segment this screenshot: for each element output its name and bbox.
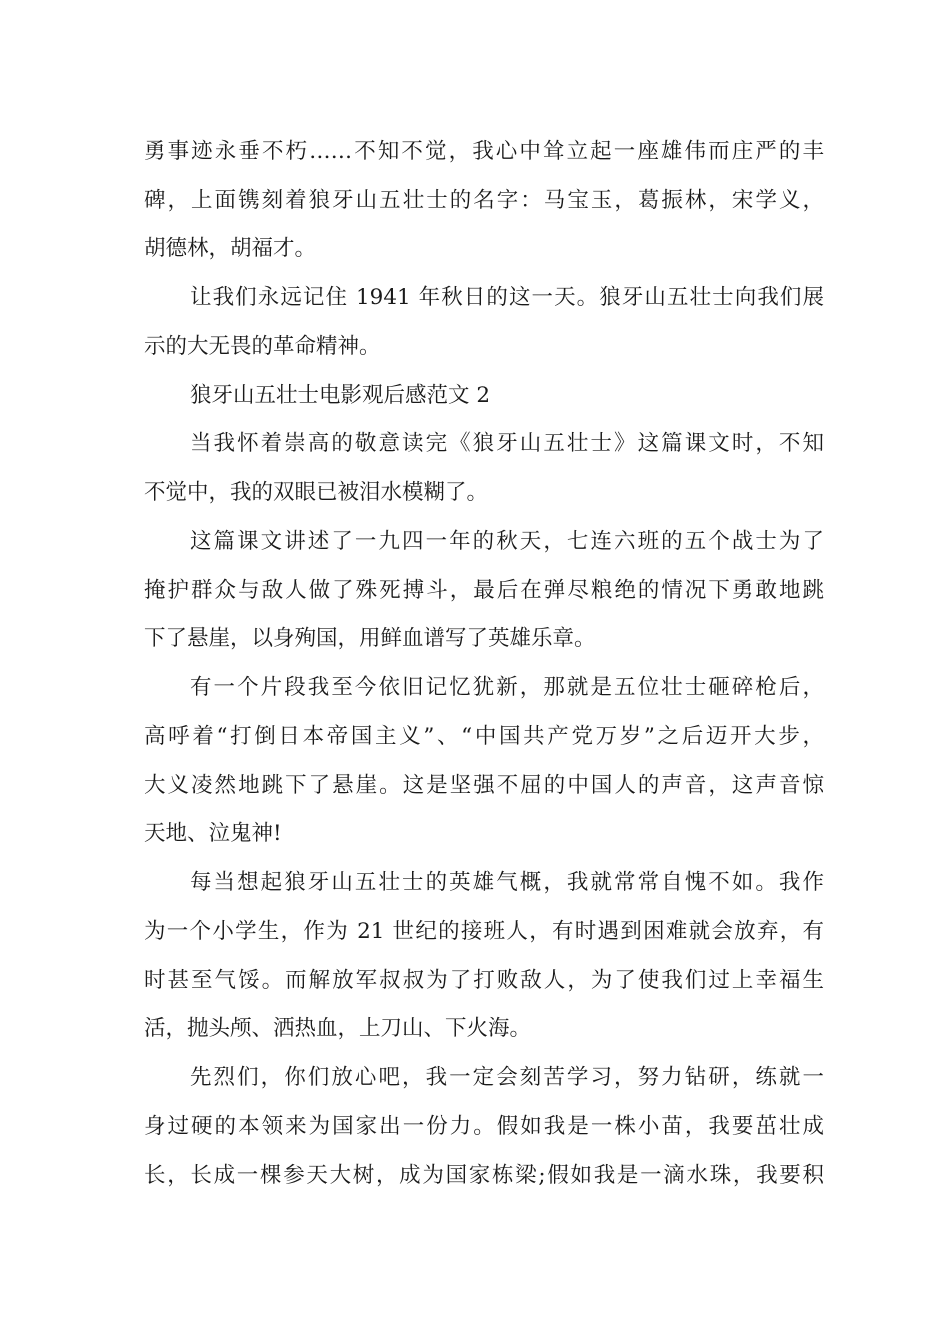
- text-line: 先烈们，你们放心吧，我一定会刻苦学习，努力钻研，练就一: [190, 1065, 824, 1090]
- text-line: 下了悬崖，以身殉国，用鲜血谱写了英雄乐章。: [144, 626, 596, 651]
- text-line: 碑，上面镌刻着狼牙山五壮士的名字：马宝玉，葛振林，宋学义，: [144, 188, 824, 213]
- text-line: 不觉中，我的双眼已被泪水模糊了。: [144, 480, 489, 505]
- text-line: 这篇课文讲述了一九四一年的秋天，七连六班的五个战士为了: [190, 529, 824, 554]
- text-line: 胡德林，胡福才。: [144, 236, 317, 261]
- text-line: 勇事迹永垂不朽……不知不觉，我心中耸立起一座雄伟而庄严的丰: [144, 139, 824, 164]
- text-line: 活，抛头颅、洒热血，上刀山、下火海。: [144, 1016, 532, 1041]
- text-line: 为一个小学生，作为 21 世纪的接班人，有时遇到困难就会放弃，有: [144, 919, 824, 944]
- text-line: 大义凌然地跳下了悬崖。这是坚强不屈的中国人的声音，这声音惊: [144, 773, 824, 798]
- section-heading: 狼牙山五壮士电影观后感范文 2: [190, 383, 491, 408]
- text-line: 有一个片段我至今依旧记忆犹新，那就是五位壮士砸碎枪后，: [190, 675, 824, 700]
- text-line: 时甚至气馁。而解放军叔叔为了打败敌人，为了使我们过上幸福生: [144, 968, 824, 993]
- text-line: 掩护群众与敌人做了殊死搏斗，最后在弹尽粮绝的情况下勇敢地跳: [144, 578, 824, 603]
- text-line: 示的大无畏的革命精神。: [144, 334, 381, 359]
- text-line: 高呼着“打倒日本帝国主义”、“中国共产党万岁”之后迈开大步，: [144, 724, 824, 749]
- text-line: 当我怀着崇高的敬意读完《狼牙山五壮士》这篇课文时，不知: [190, 431, 824, 456]
- text-line: 让我们永远记住 1941 年秋日的这一天。狼牙山五壮士向我们展: [190, 285, 824, 310]
- text-line: 每当想起狼牙山五壮士的英雄气概，我就常常自愧不如。我作: [190, 870, 824, 895]
- text-line: 长，长成一棵参天大树，成为国家栋梁;假如我是一滴水珠，我要积: [144, 1163, 824, 1188]
- text-line: 身过硬的本领来为国家出一份力。假如我是一株小苗，我要茁壮成: [144, 1114, 824, 1139]
- text-line: 天地、泣鬼神!: [144, 821, 282, 846]
